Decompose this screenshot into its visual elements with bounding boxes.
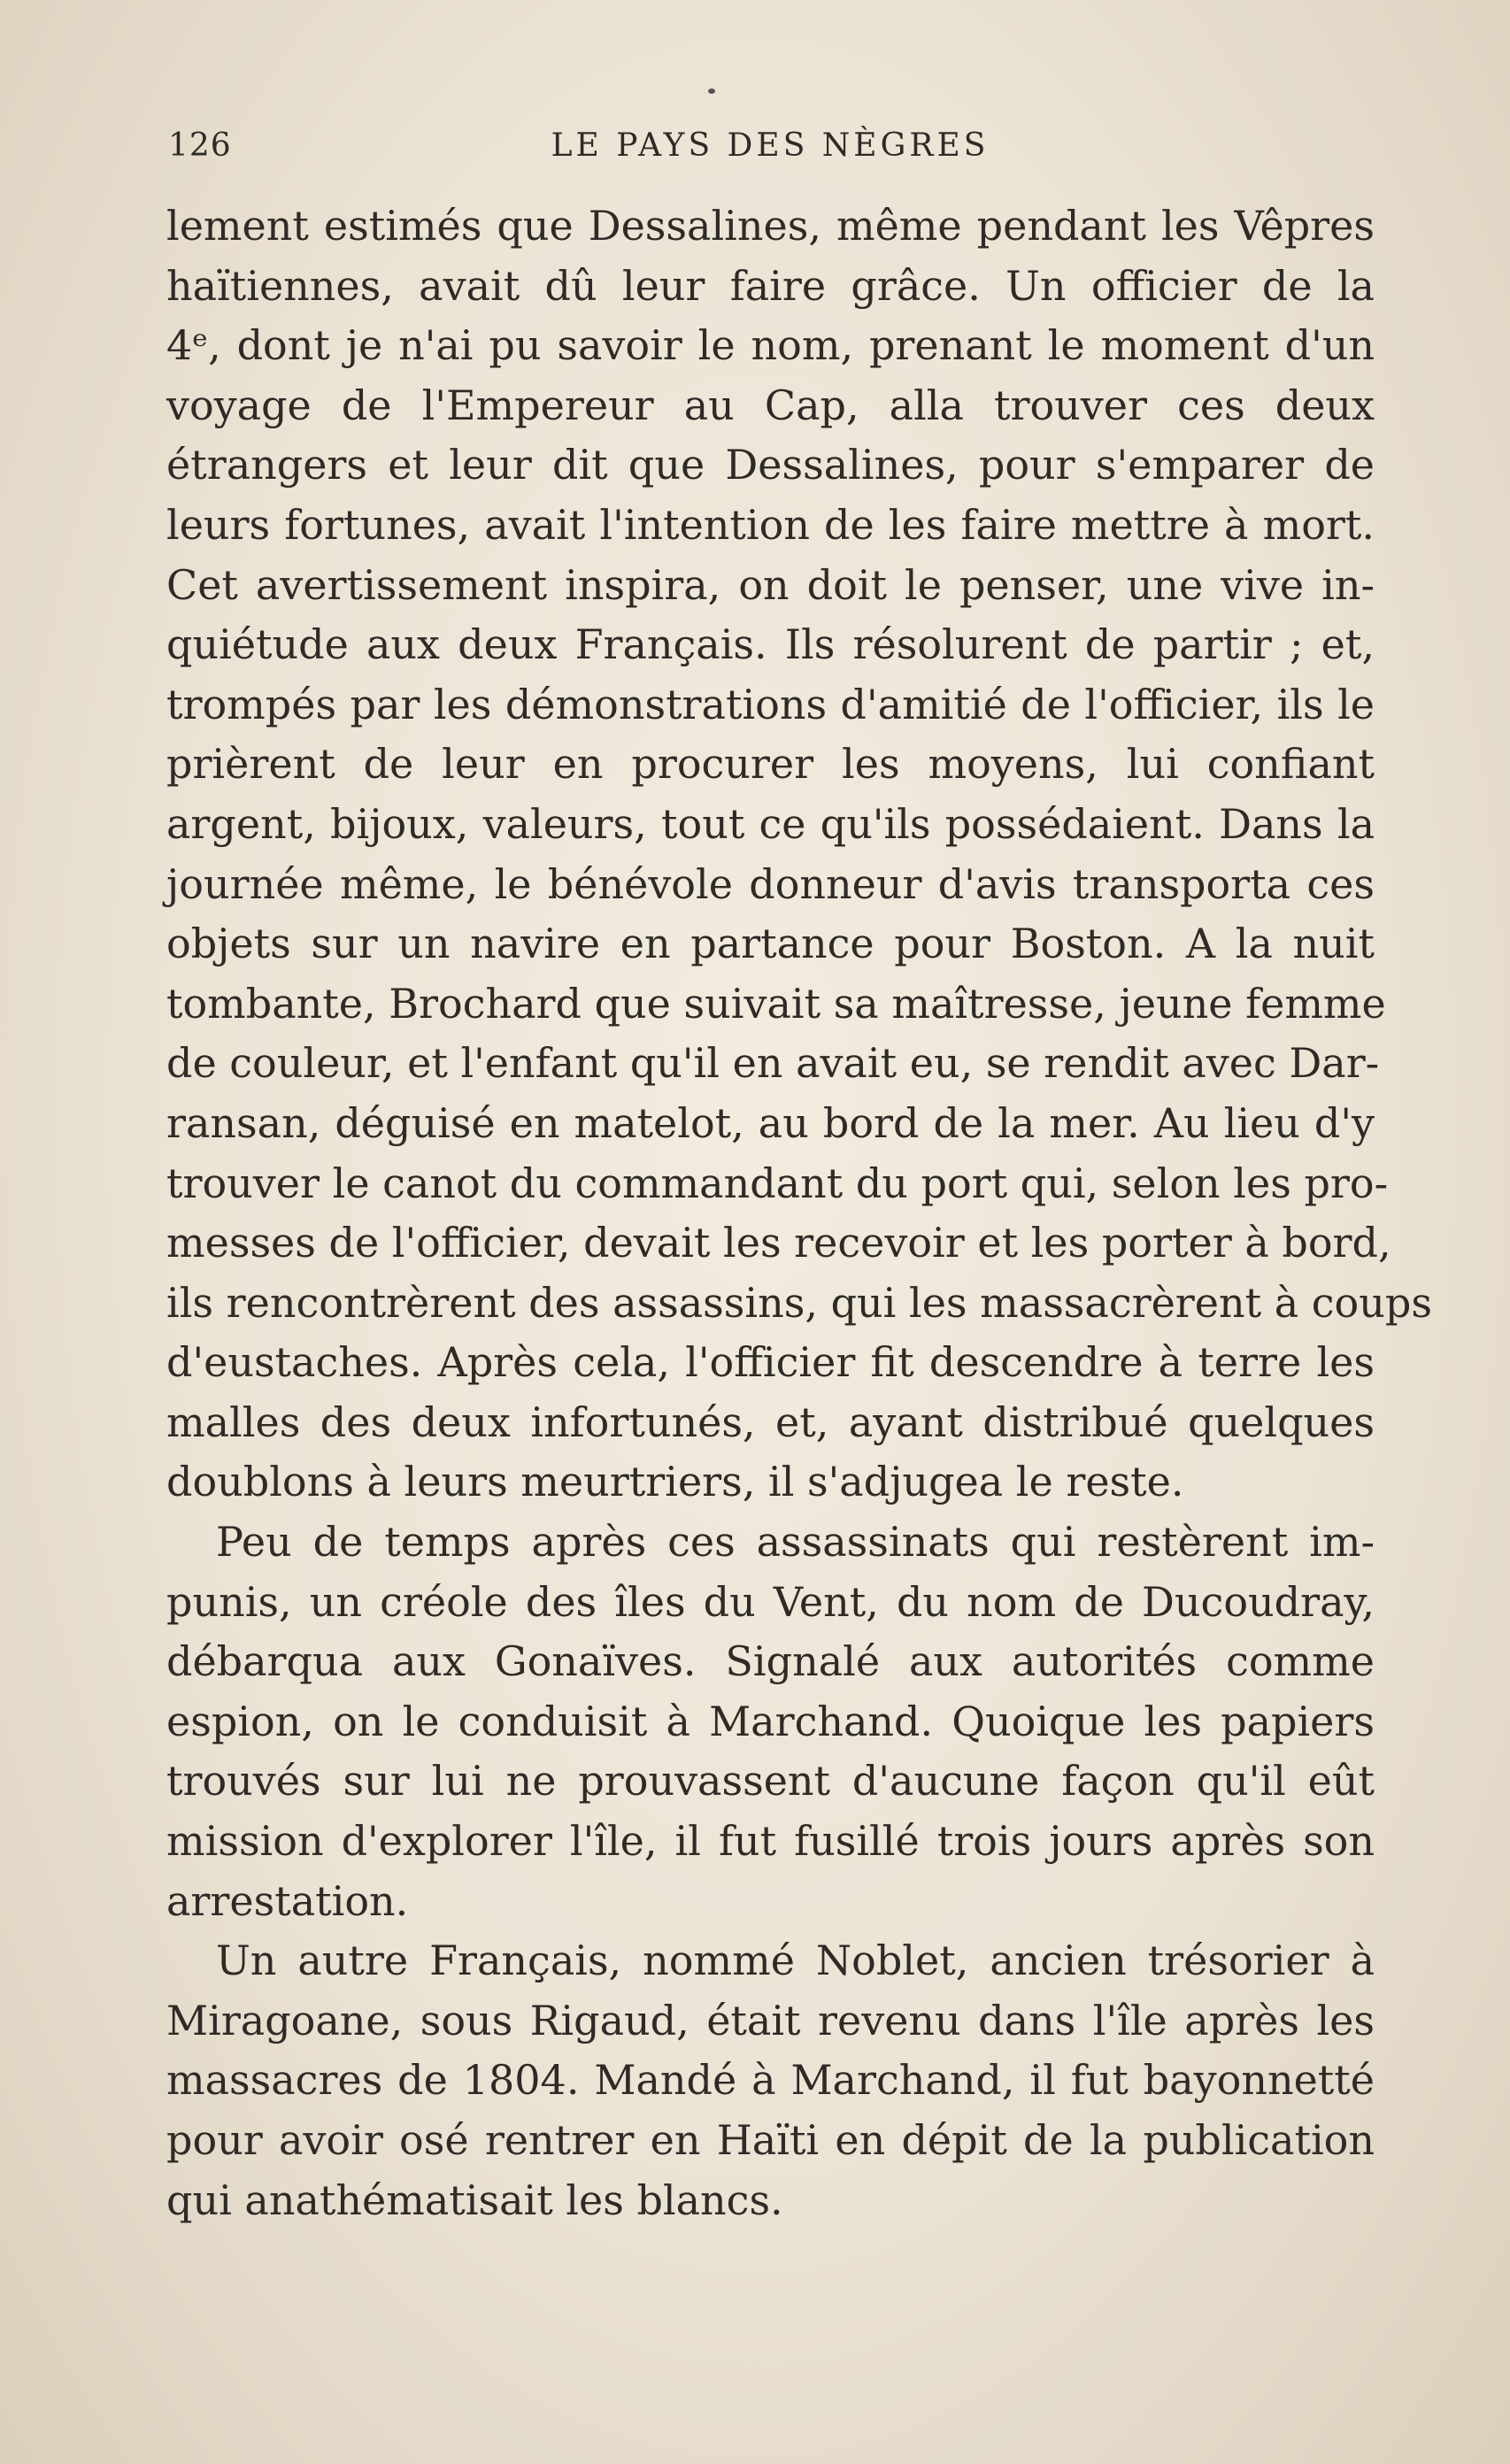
paragraph	[166, 1513, 1375, 1931]
text-line: haïtiennes, avait dû leur faire grâce. Un officier de la	[166, 261, 1375, 310]
text-line: voyage de l'Empereur au Cap, alla trouver ces deux	[166, 381, 1375, 429]
running-title: LE PAYS DES NÈGRES	[551, 127, 990, 164]
text-line: arrestation.	[166, 1876, 409, 1925]
text-line: prièrent de leur en procurer les moyens, lui confiant	[166, 740, 1375, 789]
text-line: mission d'explorer l'île, il fut fusillé trois jours après son	[166, 1817, 1375, 1866]
text-line: Cet avertissement inspira, on doit le penser, une vive in-	[166, 560, 1375, 609]
text-line: d'eustaches. Après cela, l'officier fit descendre à terre les	[166, 1338, 1375, 1387]
page-header	[168, 122, 1372, 175]
text-line: Peu de temps après ces assassinats qui restèrent im-	[216, 1518, 1375, 1567]
text-line: leurs fortunes, avait l'intention de les faire mettre à mort.	[166, 500, 1375, 549]
text-line: débarqua aux Gonaïves. Signalé aux autorités comme	[166, 1637, 1375, 1686]
text-line: massacres de 1804. Mandé à Marchand, il fut bayonnetté	[166, 2056, 1375, 2105]
text-line: journée même, le bénévole donneur d'avis transporta ces	[166, 859, 1375, 908]
text-line: étrangers et leur dit que Dessalines, pour s'emparer de	[166, 441, 1375, 489]
text-line: tombante, Brochard que suivait sa maîtresse, jeune femme	[166, 979, 1386, 1028]
text-line: doublons à leurs meurtriers, il s'adjugea le reste.	[166, 1458, 1184, 1506]
text-line: Un autre Français, nommé Noblet, ancien trésorier à	[216, 1937, 1375, 1985]
text-line: ils rencontrèrent des assassins, qui les massacrèrent à coups	[166, 1278, 1432, 1327]
text-line: ransan, déguisé en matelot, au bord de la mer. Au lieu d'y	[166, 1098, 1375, 1147]
text-line: trouvés sur lui ne prouvassent d'aucune façon qu'il eût	[166, 1757, 1375, 1806]
text-line: Miragoane, sous Rigaud, était revenu dans l'île après les	[166, 1996, 1375, 2044]
text-line: argent, bijoux, valeurs, tout ce qu'ils possédaient. Dans la	[166, 799, 1375, 848]
text-line: objets sur un navire en partance pour Boston. A la nuit	[166, 920, 1375, 968]
text-line: espion, on le conduisit à Marchand. Quoique les papiers	[166, 1697, 1375, 1745]
text-line: pour avoir osé rentrer en Haïti en dépit de la publication	[166, 2116, 1375, 2164]
paragraph	[166, 196, 1432, 1513]
paragraph	[166, 1931, 1375, 2230]
text-line: quiétude aux deux Français. Ils résolurent de partir ; et,	[166, 620, 1375, 669]
text-line: lement estimés que Dessalines, même pendant les Vêpres	[166, 202, 1375, 250]
page-number: 126	[168, 127, 232, 164]
text-line: punis, un créole des îles du Vent, du nom de Ducoudray,	[166, 1577, 1375, 1626]
body-text	[166, 196, 1432, 2230]
text-line: 4ᵉ, dont je n'ai pu savoir le nom, prenant le moment d'un	[166, 321, 1375, 370]
printer-mark	[708, 89, 715, 94]
text-line: trouver le canot du commandant du port qui, selon les pro-	[166, 1159, 1389, 1207]
text-line: trompés par les démonstrations d'amitié de l'officier, ils le	[166, 680, 1375, 728]
text-line: messes de l'officier, devait les recevoir et les porter à bord,	[166, 1219, 1391, 1267]
text-line: malles des deux infortunés, et, ayant distribué quelques	[166, 1398, 1375, 1446]
text-line: qui anathématisait les blancs.	[166, 2175, 783, 2224]
text-line: de couleur, et l'enfant qu'il en avait eu, se rendit avec Dar-	[166, 1039, 1380, 1088]
